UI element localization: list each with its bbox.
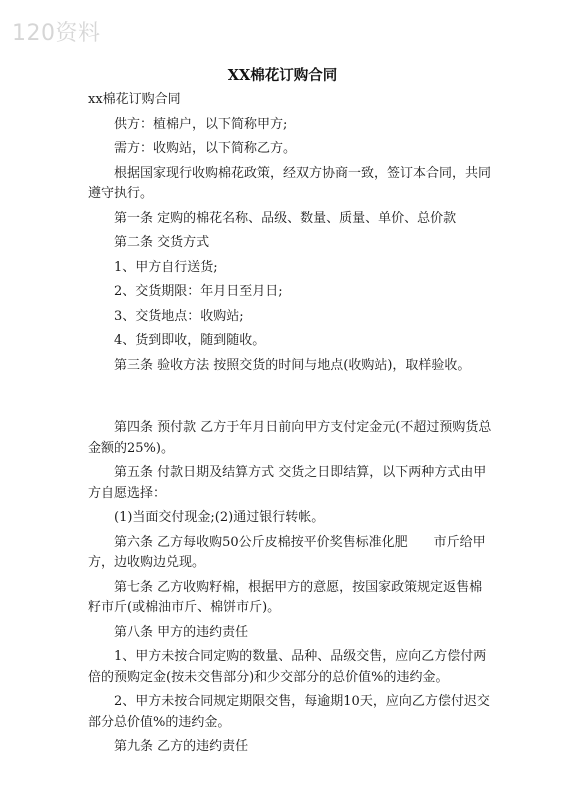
document-body	[88, 90, 493, 762]
paragraph: 第二条 交货方式	[114, 235, 210, 250]
paragraph: xx棉花订购合同	[88, 92, 181, 107]
paragraph: 第九条 乙方的违约责任	[114, 739, 249, 754]
paragraph: 根据国家现行收购棉花政策，经双方协商一致，签订本合同，共同遵守执行。	[88, 165, 492, 201]
paragraph: 2、甲方未按合同规定期限交售，每逾期10天，应向乙方偿付迟交部分总价值%的违约金。	[88, 694, 490, 730]
paragraph: 供方：植棉户，以下简称甲方;	[114, 116, 288, 132]
paragraph: 第四条 预付款 乙方于年月日前向甲方支付定金元(不超过预购货总金额的25%)。	[88, 420, 492, 456]
paragraph: 第三条 验收方法 按照交货的时间与地点(收购站)，取样验收。	[114, 357, 471, 373]
paragraph: 第八条 甲方的违约责任	[114, 624, 249, 640]
paragraph: 1、甲方未按合同定购的数量、品种、品级交售，应向乙方偿付两倍的预购定金(按未交售部分)和少交部分的总价值%的违约金。	[88, 649, 487, 685]
paragraph: 1、甲方自行送货;	[114, 259, 218, 275]
paragraph: 2、交货期限：年月日至月日;	[114, 284, 283, 299]
paragraph: 第七条 乙方收购籽棉，根据甲方的意愿，按国家政策规定返售棉籽市斤(或棉油市斤、棉饼市斤)。	[88, 579, 483, 615]
paragraph: 4、货到即收，随到随收。	[114, 333, 266, 348]
paragraph: 第一条 定购的棉花名称、品级、数量、质量、单价、总价款	[114, 210, 457, 226]
paragraph-gap	[88, 389, 493, 405]
paragraph: 3、交货地点：收购站;	[114, 308, 244, 324]
paragraph: 第六条 乙方每收购50公斤皮棉按平价奖售标准化肥 市斤给甲方，边收购边兑现。	[88, 534, 486, 570]
paragraph: 需方：收购站，以下简称乙方。	[114, 141, 297, 156]
document-title: XX棉花订购合同	[227, 67, 338, 84]
paragraph: 第五条 付款日期及结算方式 交货之日即结算，以下两种方式由甲方自愿选择：	[88, 465, 487, 501]
paragraph: (1)当面交付现金;(2)通过银行转帐。	[114, 510, 325, 525]
watermark: 120资料	[12, 21, 101, 46]
